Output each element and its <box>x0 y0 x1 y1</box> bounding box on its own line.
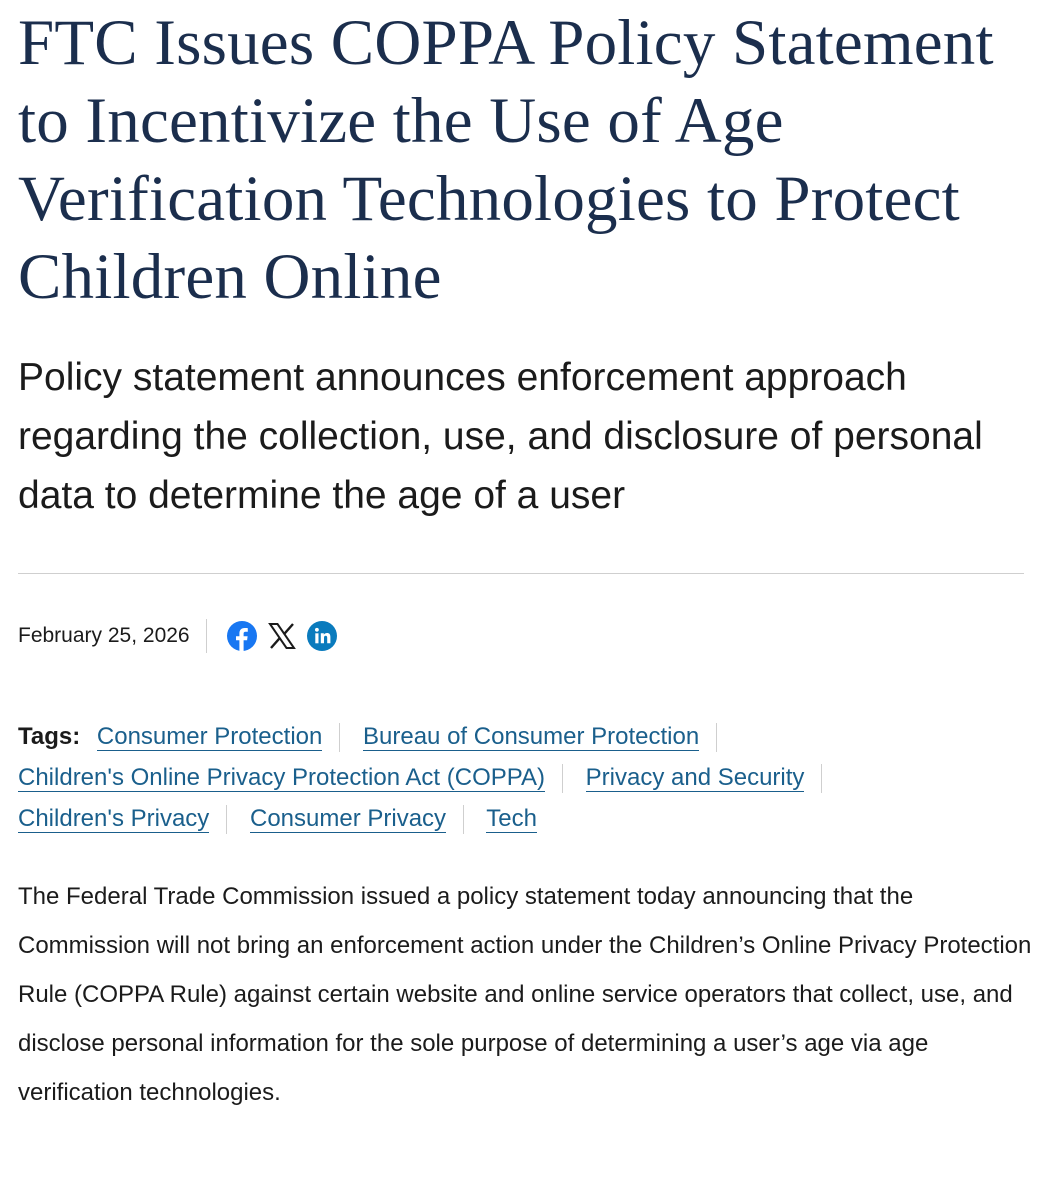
tag-divider <box>716 723 717 752</box>
tags-label: Tags: <box>18 723 81 750</box>
x-icon[interactable] <box>267 621 297 651</box>
tag-divider <box>226 805 227 834</box>
tag-consumer-protection[interactable]: Consumer Protection <box>96 723 323 750</box>
tag-divider <box>821 764 822 793</box>
page-title: FTC Issues COPPA Policy Statement to Incentivize the Use of Age Verification Technologies to Protect Children Online <box>18 7 994 313</box>
tag-coppa[interactable]: Children's Online Privacy Protection Act (COPPA) <box>18 764 545 791</box>
tag-divider <box>562 764 563 793</box>
facebook-icon[interactable] <box>227 621 257 651</box>
tag-bureau-of-consumer-protection[interactable]: Bureau of Consumer Protection <box>363 723 700 750</box>
share-links <box>227 621 337 651</box>
tag-divider <box>339 723 340 752</box>
publish-date: February 25, 2026 <box>18 624 190 647</box>
page-subtitle: Policy statement announces enforcement approach regarding the collection, use, and disclosure of personal data to determine the age of a user <box>18 356 983 517</box>
tag-consumer-privacy[interactable]: Consumer Privacy <box>249 805 447 832</box>
tag-list <box>18 716 1024 839</box>
tag-tech[interactable]: Tech <box>486 805 537 832</box>
article <box>18 0 1032 1117</box>
article-meta <box>18 616 1024 656</box>
tag-childrens-privacy[interactable]: Children's Privacy <box>18 805 210 832</box>
tag-privacy-and-security[interactable]: Privacy and Security <box>585 764 805 791</box>
article-body: The Federal Trade Commission issued a policy statement today announcing that the Commission will not bring an enforcement action under the Children’s Online Privacy Protection Rule (COPPA Rule) against certain website and online service operators that collect, use, and disclose personal information for the sole purpose of determining a user’s age via age verification technologies. <box>18 883 1032 1106</box>
divider <box>18 573 1024 574</box>
tag-divider <box>463 805 464 834</box>
linkedin-icon[interactable] <box>307 621 337 651</box>
meta-divider <box>206 619 207 653</box>
